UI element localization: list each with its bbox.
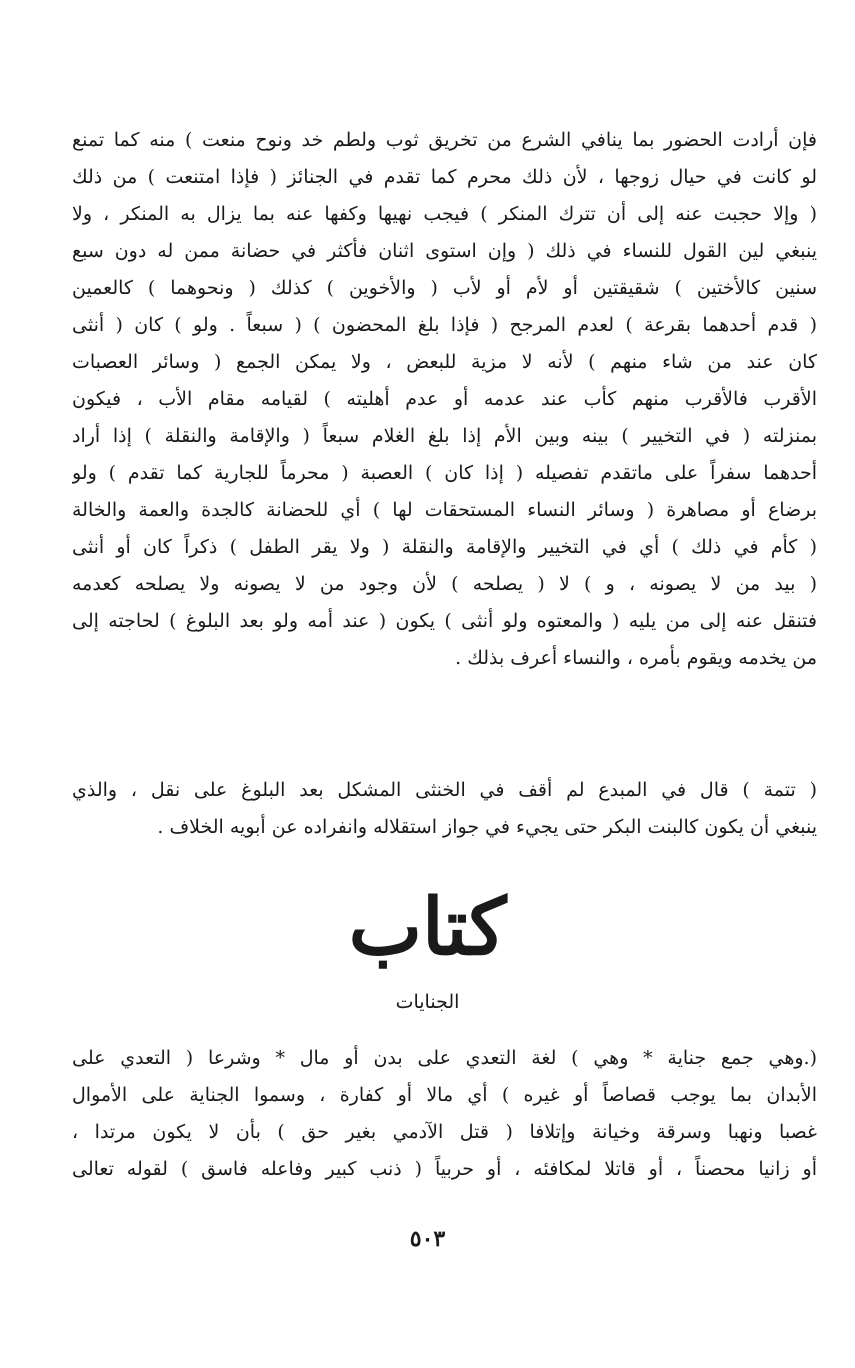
text-line: أو زانيا محصناً ، أو قاتلا لمكافئه ، أو حربياً ( ذنب كبير وفاعله فاسق ) لقوله تعالى bbox=[72, 1158, 817, 1180]
text-line: بمنزلته ( في التخيير ) بينه وبين الأم إذا بلغ الغلام سبعاً ( والإقامة والنقلة ) إذا أراد bbox=[72, 425, 817, 447]
text-line: فتنقل عنه إلى من يليه ( والمعتوه ولو أنثى ) يكون ( عند أمه ولو بعد البلوغ ) لحاجته إلى bbox=[72, 610, 817, 632]
text-line: كان عند من شاء منهم ) لأنه لا مزية للبعض ، ولا يمكن الجمع ( وسائر العصبات bbox=[72, 351, 817, 373]
text-line: لو كانت في حيال زوجها ، لأن ذلك محرم كما تقدم في الجنائز ( فإذا امتنعت ) من ذلك bbox=[72, 166, 817, 188]
paragraph-custody bbox=[72, 122, 817, 677]
chapter-heading: الجنايات bbox=[395, 991, 460, 1013]
text-line: من يخدمه ويقوم بأمره ، والنساء أعرف بذلك . bbox=[455, 647, 817, 669]
text-line: أحدهما سفراً على ماتقدم تفصيله ( إذا كان ) العصبة ( محرماً للجارية كما تقدم ) ولو bbox=[72, 462, 817, 484]
text-line: ( تتمة ) قال في المبدع لم أقف في الخنثى المشكل بعد البلوغ على نقل ، والذي bbox=[72, 779, 817, 801]
text-line: فإن أرادت الحضور بما ينافي الشرع من تخريق ثوب ولطم خد ونوح منعت ) منه كما تمنع bbox=[72, 129, 817, 151]
paragraph-crimes bbox=[72, 1040, 817, 1188]
text-line: الأقرب فالأقرب منهم كأب عند عدمه أو عدم أهليته ) لقيامه مقام الأب ، فيكون bbox=[72, 388, 817, 410]
paragraph-supplement bbox=[72, 772, 817, 846]
text-line: (.وهي جمع جناية * وهي ) لغة التعدي على بدن أو مال * وشرعا ( التعدي على bbox=[72, 1047, 817, 1069]
page-number: ٥٠٣ bbox=[409, 1226, 446, 1252]
book-title: كتاب bbox=[348, 882, 507, 973]
text-line: الأبدان بما يوجب قصاصاً أو غيره ) أي مالا أو كفارة ، وسموا الجناية على الأموال bbox=[72, 1084, 817, 1106]
text-line: سنين كالأختين ) شقيقتين أو لأم أو لأب ( والأخوين ) كذلك ( ونحوهما ) كالعمين bbox=[72, 277, 817, 299]
text-line: ينبغي لين القول للنساء في ذلك ( وإن استوى اثنان فأكثر في حضانة ممن له دون سبع bbox=[72, 240, 817, 262]
text-line: برضاع أو مصاهرة ( وسائر النساء المستحقات لها ) أي للحضانة كالجدة والعمة والخالة bbox=[72, 499, 817, 521]
text-line: ينبغي أن يكون كالبنت البكر حتى يجيء في جواز استقلاله وانفراده عن أبويه الخلاف . bbox=[157, 816, 817, 838]
text-line: غصبا ونهبا وسرقة وخيانة وإتلافا ( قتل الآدمي بغير حق ) بأن لا يكون مرتدا ، bbox=[72, 1121, 817, 1143]
text-line: ( بيد من لا يصونه ، و ) لا ( يصلحه ) لأن وجود من لا يصونه ولا يصلحه كعدمه bbox=[72, 573, 817, 595]
text-line: ( كأم في ذلك ) أي في التخيير والإقامة والنقلة ( ولا يقر الطفل ) ذكراً كان أو أنثى bbox=[72, 536, 817, 558]
text-line: ( وإلا حجبت عنه إلى أن تترك المنكر ) فيجب نهيها وكفها عنه بما يزال به المنكر ، ولا bbox=[72, 203, 817, 225]
text-line: ( قدم أحدهما بقرعة ) لعدم المرجح ( فإذا بلغ المحضون ) ( سبعاً . ولو ) كان ( أنثى bbox=[72, 314, 817, 336]
